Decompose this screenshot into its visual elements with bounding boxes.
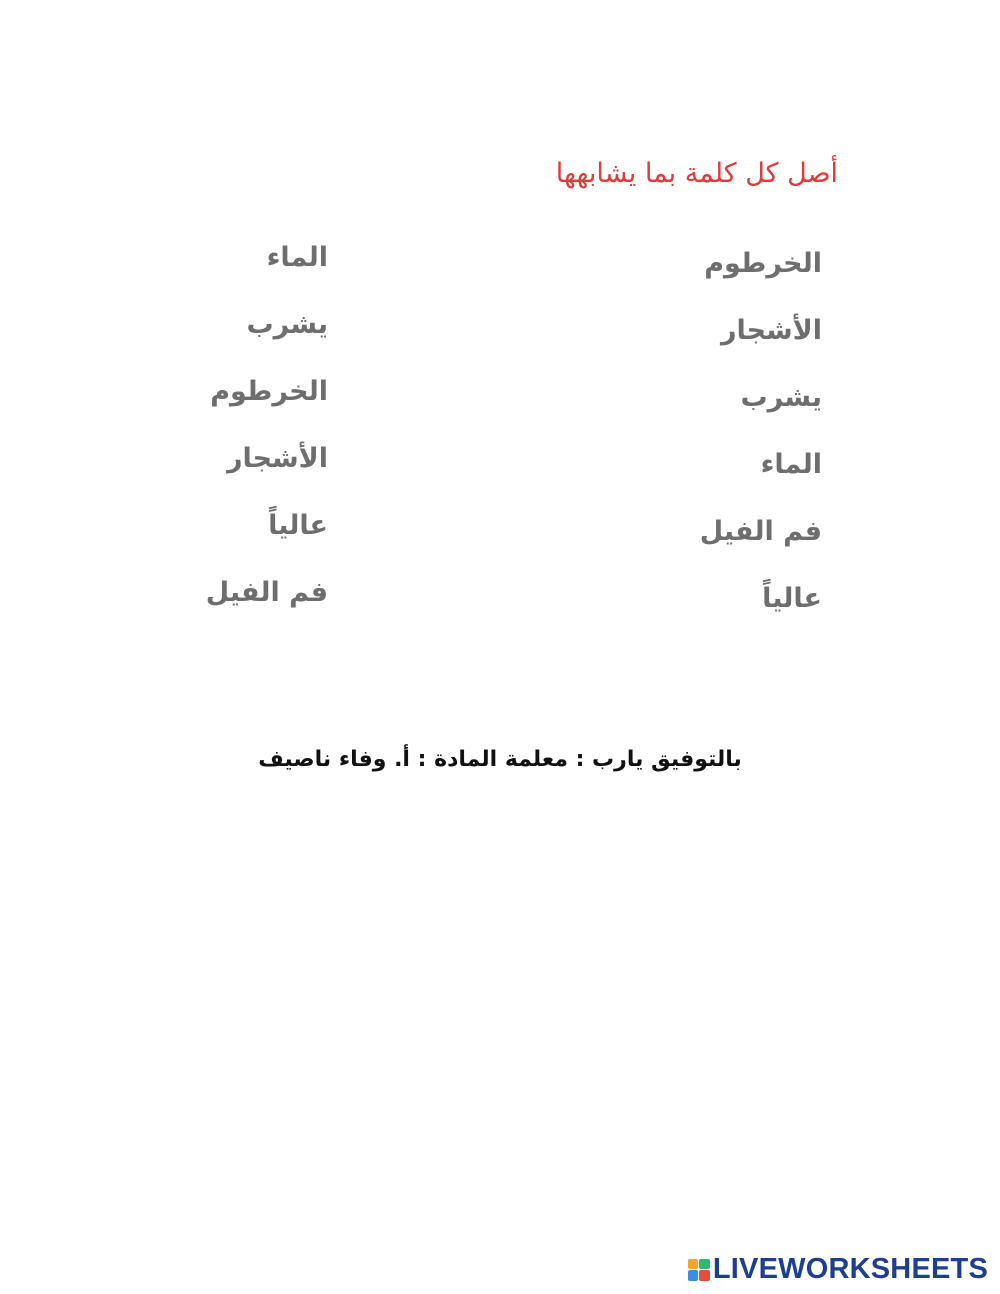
left-word-1[interactable]: الماء	[266, 242, 328, 273]
right-word-1[interactable]: الخرطوم	[704, 248, 822, 279]
right-word-column	[700, 240, 822, 642]
right-word-6[interactable]: عالياً	[762, 583, 822, 614]
left-word-column	[206, 234, 328, 636]
right-word-3[interactable]: يشرب	[740, 382, 822, 413]
left-word-4[interactable]: الأشجار	[226, 443, 328, 474]
logo-square-1	[688, 1259, 699, 1270]
instruction-heading: أصل كل كلمة بما يشابهها	[555, 158, 838, 189]
left-word-6[interactable]: فم الفيل	[205, 577, 328, 608]
left-word-5[interactable]: عالياً	[268, 510, 328, 541]
liveworksheets-logo-icon	[688, 1259, 710, 1281]
teacher-footer: بالتوفيق يارب : معلمة المادة : أ. وفاء ناصيف	[258, 747, 742, 772]
logo-square-3	[688, 1270, 699, 1281]
brand-name: LIVEWORKSHEETS	[712, 1253, 988, 1285]
logo-square-4	[699, 1270, 710, 1281]
logo-square-2	[699, 1259, 710, 1270]
right-word-2[interactable]: الأشجار	[720, 315, 822, 346]
brand-logo	[688, 1253, 988, 1286]
left-word-2[interactable]: يشرب	[246, 309, 328, 340]
left-word-3[interactable]: الخرطوم	[210, 376, 328, 407]
right-word-4[interactable]: الماء	[760, 449, 822, 480]
right-word-5[interactable]: فم الفيل	[699, 516, 822, 547]
